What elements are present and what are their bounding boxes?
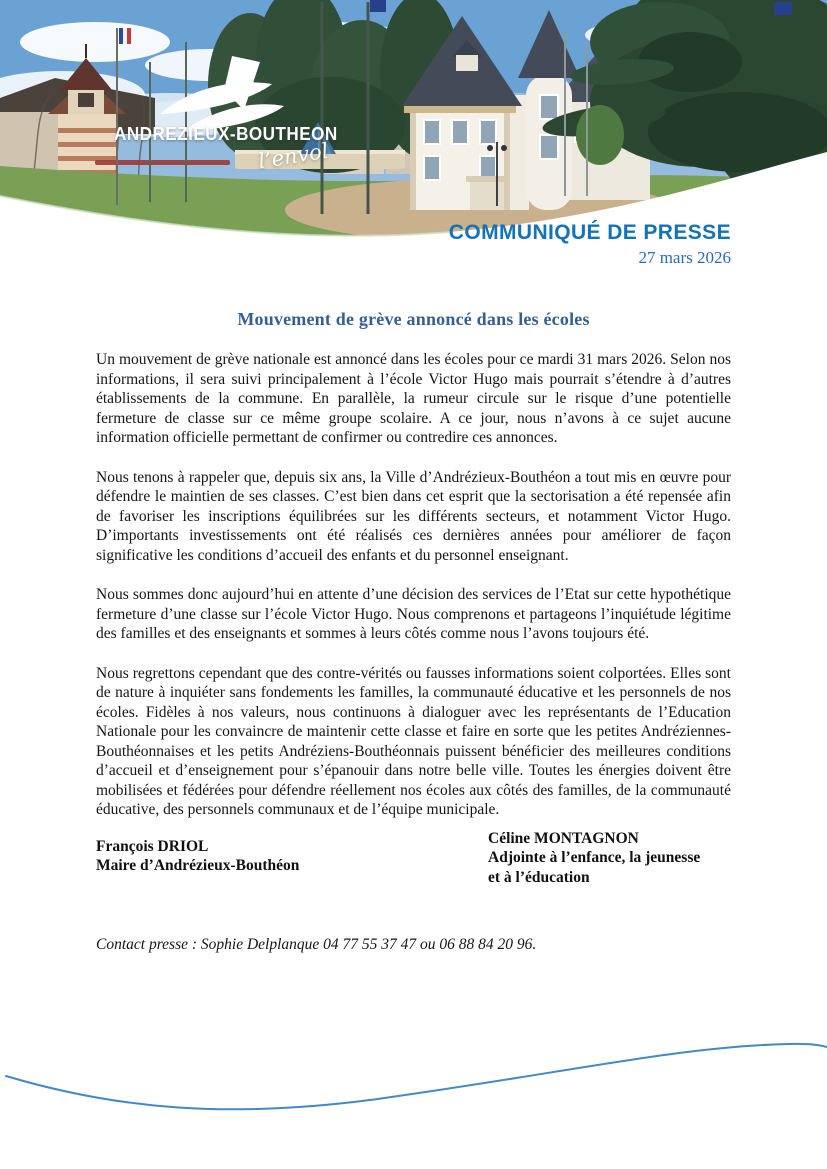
masthead [449,221,731,268]
logo-city-name: ANDREZIEUX-BOUTHEON [114,124,338,144]
signature-role: et à l’éducation [488,868,590,886]
logo-tagline: l’envol [256,138,331,174]
signature-name: François DRIOL [96,837,209,855]
city-logo [100,52,360,177]
signature-name: Céline MONTAGNON [488,829,639,847]
article-paragraph: Un mouvement de grève nationale est annoncé dans les écoles pour ce mardi 31 mars 2026. Selon nos informations, il sera suivi principalement à l’école Victor Hugo mais pourrait s’étendre à d’autres établissements de la commune. En parallèle, la rumeur circule sur le risque d’une potentielle fermeture de classe sur ce même groupe scolaire. A ce jour, nous n’avons à ce sujet aucune information officielle permettant de confirmer ou contredire ces annonces. [96,351,731,446]
article [0,250,827,954]
signature-deputy [488,829,731,888]
press-release-date: 27 mars 2026 [638,248,731,268]
signature-role: Maire d’Andrézieux-Bouthéon [96,857,300,874]
signature-role: Adjointe à l’enfance, la jeunesse [488,849,701,866]
footer-wave-icon [0,1038,827,1133]
press-release-label: COMMUNIQUÉ DE PRESSE [448,221,731,244]
signature-mayor [96,837,488,888]
article-paragraph: Nous tenons à rappeler que, depuis six ans, la Ville d’Andrézieux-Bouthéon a tout mis en œuvre pour défendre le maintien de ses classes. C’est bien dans cet esprit que la sectorisation a été repensée afin de favoriser les inscriptions équilibrées sur les différents secteurs, et notamment Victor Hugo. D’importants investissements ont été réalisés ces dernières années pour améliorer de façon significative les conditions d’accueil des enfants et du personnel enseignant. [96,468,731,564]
press-contact-line: Contact presse : Sophie Delplanque 04 77 55 37 47 ou 06 88 84 20 96. [96,936,537,953]
article-title: Mouvement de grève annoncé dans les écoles [237,309,590,329]
signatures [96,829,731,888]
article-paragraph: Nous sommes donc aujourd’hui en attente d’une décision des services de l’Etat sur cette hypothétique fermeture d’une classe sur l’école Victor Hugo. Nous comprenons et partageons l’inquiétude légitime des familles et des enseignants et sommes à leurs côtés comme nous l’avons toujours été. [96,586,731,642]
article-paragraph: Nous regrettons cependant que des contre-vérités ou fausses informations soient colportées. Elles sont de nature à inquiéter sans fondements les familles, la communauté éducative et les personnels de nos écoles. Fidèles à nos valeurs, nous continuons à dialoguer avec les représentants de l’Education Nationale pour les convaincre de maintenir cette classe et faire en sorte que les petites Andréziennes-Bouthéonnaises et les petits Andréziens-Bouthéonnais puissent bénéficier des meilleures conditions d’accueil et d’enseignement pour s’épanouir dans notre belle ville. Toutes les énergies doivent être mobilisées et fédérées pour défendre réellement nos écoles aux côtés des familles, de la communauté éducative, des personnels communaux et de l’équipe municipale. [96,664,731,818]
